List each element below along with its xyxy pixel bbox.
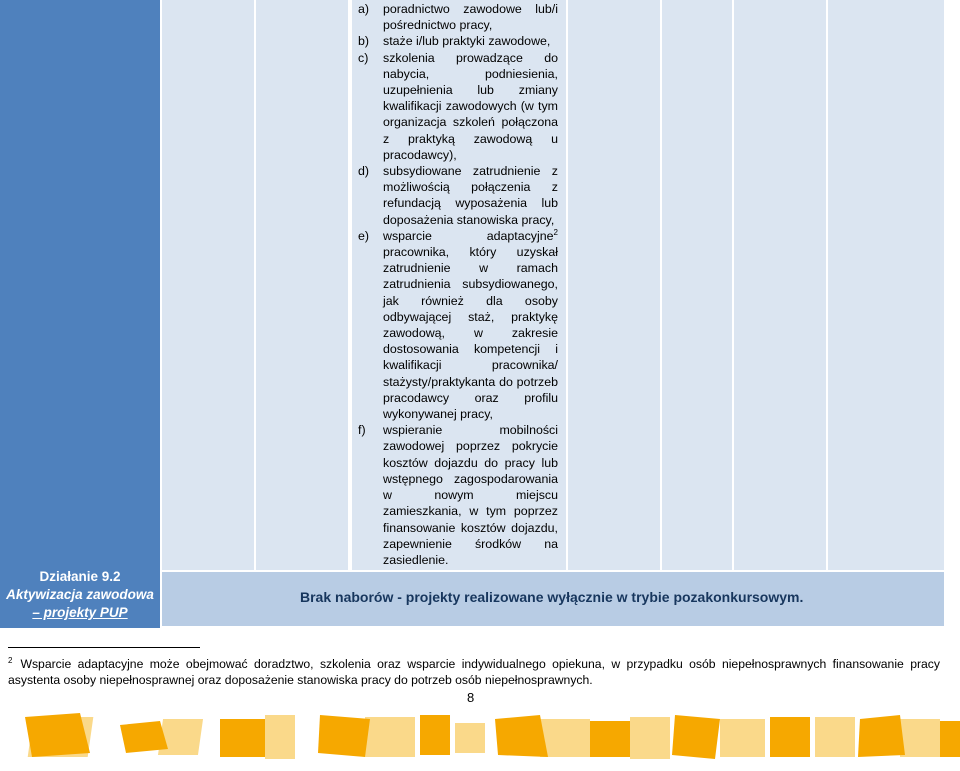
action-label (0, 568, 160, 626)
list-item-text: wspieranie mobilności zawodowej poprzez pokrycie kosztów dojazdu do pracy lub wstępnego zagospodarowania w nowym miejscu zamieszkania, w tym poprzez finansowanie kosztów dojazdu, zapewnienie środków na zasiedlenie. (383, 423, 558, 567)
list-marker: b) (358, 34, 370, 49)
list-marker: c) (358, 50, 369, 65)
table-cell (162, 0, 254, 570)
page-number: 8 (467, 690, 475, 705)
recruitment-note: Brak naborów - projekty realizowane wyłącznie w trybie pozakonkursowym. (300, 589, 804, 605)
table-cell (828, 0, 944, 570)
list-item (358, 33, 558, 49)
list-item-text: pracownika, który uzyskał zatrudnienie w ramach zatrudnienia subsydiowanego, jak również dla osoby odbywającej staż, praktykę zawodową, w zakresie dostosowania kompetencji i kwalifikacji pracownika/ stażysty/praktykanta do potrzeb pracodawcy oraz profilu wykonywanej pracy, (383, 245, 558, 422)
list-item (358, 422, 558, 568)
list-marker: f) (358, 423, 366, 438)
list-marker: a) (358, 2, 370, 16)
footnote-separator (8, 647, 200, 648)
list-item-text: subsydiowane zatrudnienie z możliwością połączenia z refundacją wyposażenia lub doposażenia stanowiska pracy, (383, 164, 558, 227)
table-cell (568, 0, 660, 570)
list-item-text: wsparcie adaptacyjne (383, 228, 554, 243)
action-column (0, 0, 160, 628)
list-item (358, 163, 558, 228)
list-item (358, 228, 558, 422)
list-item (358, 50, 558, 163)
list-marker: d) (358, 164, 370, 179)
list-item-text: szkolenia prowadzące do nabycia, podniesienia, uzupełnienia lub zmiany kwalifikacji zawodowych (w tym organizacja szkoleń połączona z praktyką zawodową u pracodawcy), (383, 50, 558, 162)
footnote-number: 2 (8, 655, 13, 665)
list-item (358, 1, 558, 33)
list-item-text: staże i/lub praktyki zawodowe, (383, 34, 551, 49)
list-marker: e) (358, 228, 370, 243)
action-title: Aktywizacja zawodowa (6, 587, 154, 602)
table-cell (256, 0, 348, 570)
list-item-text: poradnictwo zawodowe lub/i pośrednictwo pracy, (383, 2, 558, 33)
table-cell (734, 0, 826, 570)
table-cell (662, 0, 732, 570)
action-number: Działanie 9.2 (39, 569, 121, 584)
footnote-text: Wsparcie adaptacyjne może obejmować doradztwo, szkolenia oraz wsparcie indywidualnego opiekuna, w przypadku osób niepełnosprawnych finansowanie pracy asystenta osoby niepełnosprawnej oraz doposażenie stanowiska pracy do potrzeb osób niepełnosprawnych. (8, 657, 940, 687)
support-forms-list (358, 1, 558, 568)
decorative-footer-strip (0, 705, 960, 771)
action-subtitle: – projekty PUP (32, 605, 128, 620)
footnote (8, 656, 940, 688)
footnote-reference[interactable]: 2 (553, 227, 558, 237)
